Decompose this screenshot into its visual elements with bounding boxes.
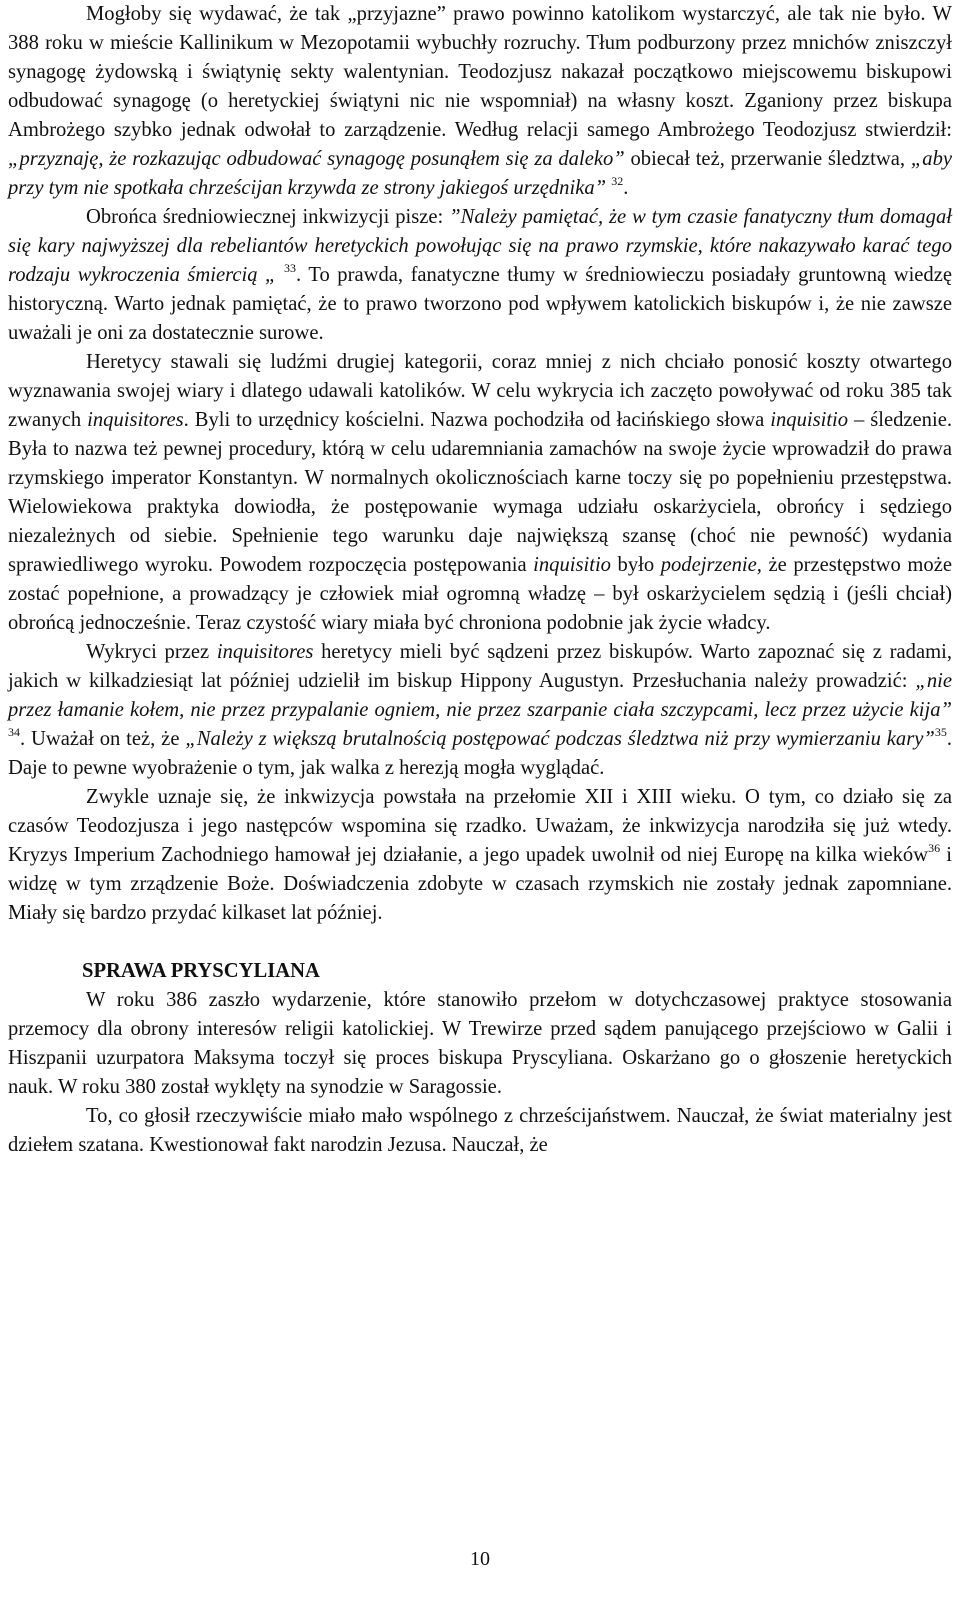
- section-heading: SPRAWA PRYSCYLIANA: [82, 960, 320, 982]
- paragraph-kallinikum: [8, 0, 952, 203]
- text-run: i widzę w tym zrządzenie Boże. Doświadczenia zdobyte w czasach rzymskich nie zostały jednak zapomniane. Miały się bardzo przydać kilkaset lat później.: [8, 844, 952, 924]
- italic-quote: inquisitores: [216, 641, 314, 663]
- italic-quote: „przyznaję, że rozkazując odbudować synagogę posunąłem się za daleko”: [8, 148, 625, 170]
- italic-quote: inquisitio: [533, 554, 611, 576]
- paragraph-inquisition-defender: [8, 203, 952, 348]
- text-run: – śledzenie. Była to nazwa też pewnej procedury, którą w celu udaremniania zamachów na swoje życie wprowadził do prawa rzymskiego imperator Konstantyn. W normalnych okolicznościach karne toczy się po popełnieniu przestępstwa. Wielowiekowa praktyka dowiodła, że postępowanie wymaga udziału oskarżyciela, obrońcy i sędziego niezależnych od siebie. Spełnienie tego warunku daje największą szansę (choć nie pewność) wydania sprawiedliwego wyroku. Powodem rozpoczęcia postępowania: [8, 409, 952, 576]
- text-run: . Daje to pewne wyobrażenie o tym, jak walka z herezją mogła wyglądać.: [8, 728, 952, 779]
- text-run: To, co głosił rzeczywiście miało mało wspólnego z chrześcijaństwem. Nauczał, że świat materialny jest dziełem szatana. Kwestionował fakt narodzin Jezusa. Nauczał, że: [8, 1105, 952, 1156]
- paragraph-priscillian-teaching: [8, 1102, 952, 1160]
- text-run: W roku 386 zaszło wydarzenie, które stanowiło przełom w dotychczasowej praktyce stosowania przemocy dla obrony interesów religii katolickiej. W Trewirze przed sądem panującego przejściowo w Galii i Hiszpanii uzurpatora Maksyma toczył się proces biskupa Pryscyliana. Oskarżano go o głoszenie heretyckich nauk. W roku 380 został wyklęty na synodzie w Saragossie.: [8, 989, 952, 1098]
- document-page: [8, 0, 952, 1160]
- text-run: Zwykle uznaje się, że inkwizycja powstała na przełomie XII i XIII wieku. O tym, co działo się za czasów Teodozjusza i jego następców wspomina się rzadko. Uważam, że inkwizycja narodziła się już wtedy. Kryzys Imperium Zachodniego hamował jej działanie, a jego upadek uwolnił od niej Europę na kilka wieków: [8, 786, 952, 866]
- text-run: Wykryci przez: [86, 641, 217, 663]
- text-run: że przestępstwo może zostać popełnione, a prowadzący je człowiek miał ogromną władzę – był oskarżycielem sędzią i (jeśli chciał) obrońcą jednocześnie. Teraz czystość wiary miała być chroniona podobnie jak życie władcy.: [8, 554, 952, 634]
- footnote-marker: 32: [611, 174, 624, 188]
- italic-quote: ”Należy pamiętać, że w tym czasie fanatyczny tłum domagał się kary najwyższej dla rebeliantów heretyckich powołując się na prawo rzymskie, które nakazywało karać tego rodzaju wykroczenia śmiercią „: [8, 206, 952, 286]
- section-gap: [8, 928, 952, 957]
- text-run: . Byli to urzędnicy kościelni. Nazwa pochodziła od łacińskiego słowa: [183, 409, 771, 431]
- text-run: .: [623, 177, 629, 199]
- paragraph-inquisitores: [8, 348, 952, 638]
- italic-quote: „nie przez łamanie kołem, nie przez przypalanie ogniem, nie przez szarpanie ciała szczypcami, lecz przez użycie kija”: [8, 670, 952, 721]
- paragraph-augustine: [8, 638, 952, 783]
- text-run: . Uważał on też, że: [20, 728, 186, 750]
- footnote-marker: 33: [284, 261, 297, 275]
- text-run: było: [610, 554, 661, 576]
- footnote-marker: 34: [8, 725, 20, 739]
- text-run: Mogłoby się wydawać, że tak „przyjazne” prawo powinno katolikom wystarczyć, ale tak nie było. W 388 roku w mieście Kallinikum w Mezopotamii wybuchły rozruchy. Tłum podburzony przez mnichów zniszczył synagogę żydowską i świątynię sekty walentynian. Teodozjusz nakazał początkowo miejscowemu biskupowi odbudować synagogę (o heretyckiej świątyni nic nie wspomniał) na własny koszt. Zganiony przez biskupa Ambrożego szybko jednak odwołał to zarządzenie. Według relacji samego Ambrożego Teodozjusz stwierdził:: [8, 3, 952, 141]
- paragraph-priscillian-trial: [8, 986, 952, 1102]
- text-run: obiecał też, przerwanie śledztwa,: [624, 148, 911, 170]
- text-run: [277, 264, 285, 286]
- text-run: Obrońca średniowiecznej inkwizycji pisze:: [86, 206, 450, 228]
- text-run: Heretycy stawali się ludźmi drugiej kategorii, coraz mniej z nich chciało ponosić koszty otwartego wyznawania swojej wiary i dlatego udawali katolików. W celu wykrycia ich zaczęto powoływać od roku 385 tak zwanych: [8, 351, 952, 431]
- italic-quote: „Należy z większą brutalnością postępować podczas śledztwa niż przy wymierzaniu kary”: [185, 728, 935, 750]
- footnote-marker: 35: [934, 725, 947, 739]
- italic-quote: inquisitio: [770, 409, 849, 431]
- paragraph-origins: [8, 783, 952, 928]
- text-run: . To prawda, fanatyczne tłumy w średniowieczu posiadały gruntowną wiedzę historyczną. Warto jednak pamiętać, że to prawo tworzono pod wpływem katolickich biskupów i, że nie zawsze uważali je oni za dostatecznie surowe.: [8, 264, 953, 344]
- footnote-marker: 36: [928, 841, 941, 855]
- italic-quote: inquisitores: [87, 409, 184, 431]
- italic-quote: podejrzenie,: [660, 554, 762, 576]
- page-number: 10: [470, 1548, 490, 1570]
- text-run: heretycy mieli być sądzeni przez biskupów. Warto zapoznać się z radami, jakich w kilkadziesiąt lat później udzielił im biskup Hippony Augustyn. Przesłuchania należy prowadzić:: [8, 641, 952, 692]
- italic-quote: „aby przy tym nie spotkała chrześcijan krzywda ze strony jakiegoś urzędnika”: [8, 148, 952, 199]
